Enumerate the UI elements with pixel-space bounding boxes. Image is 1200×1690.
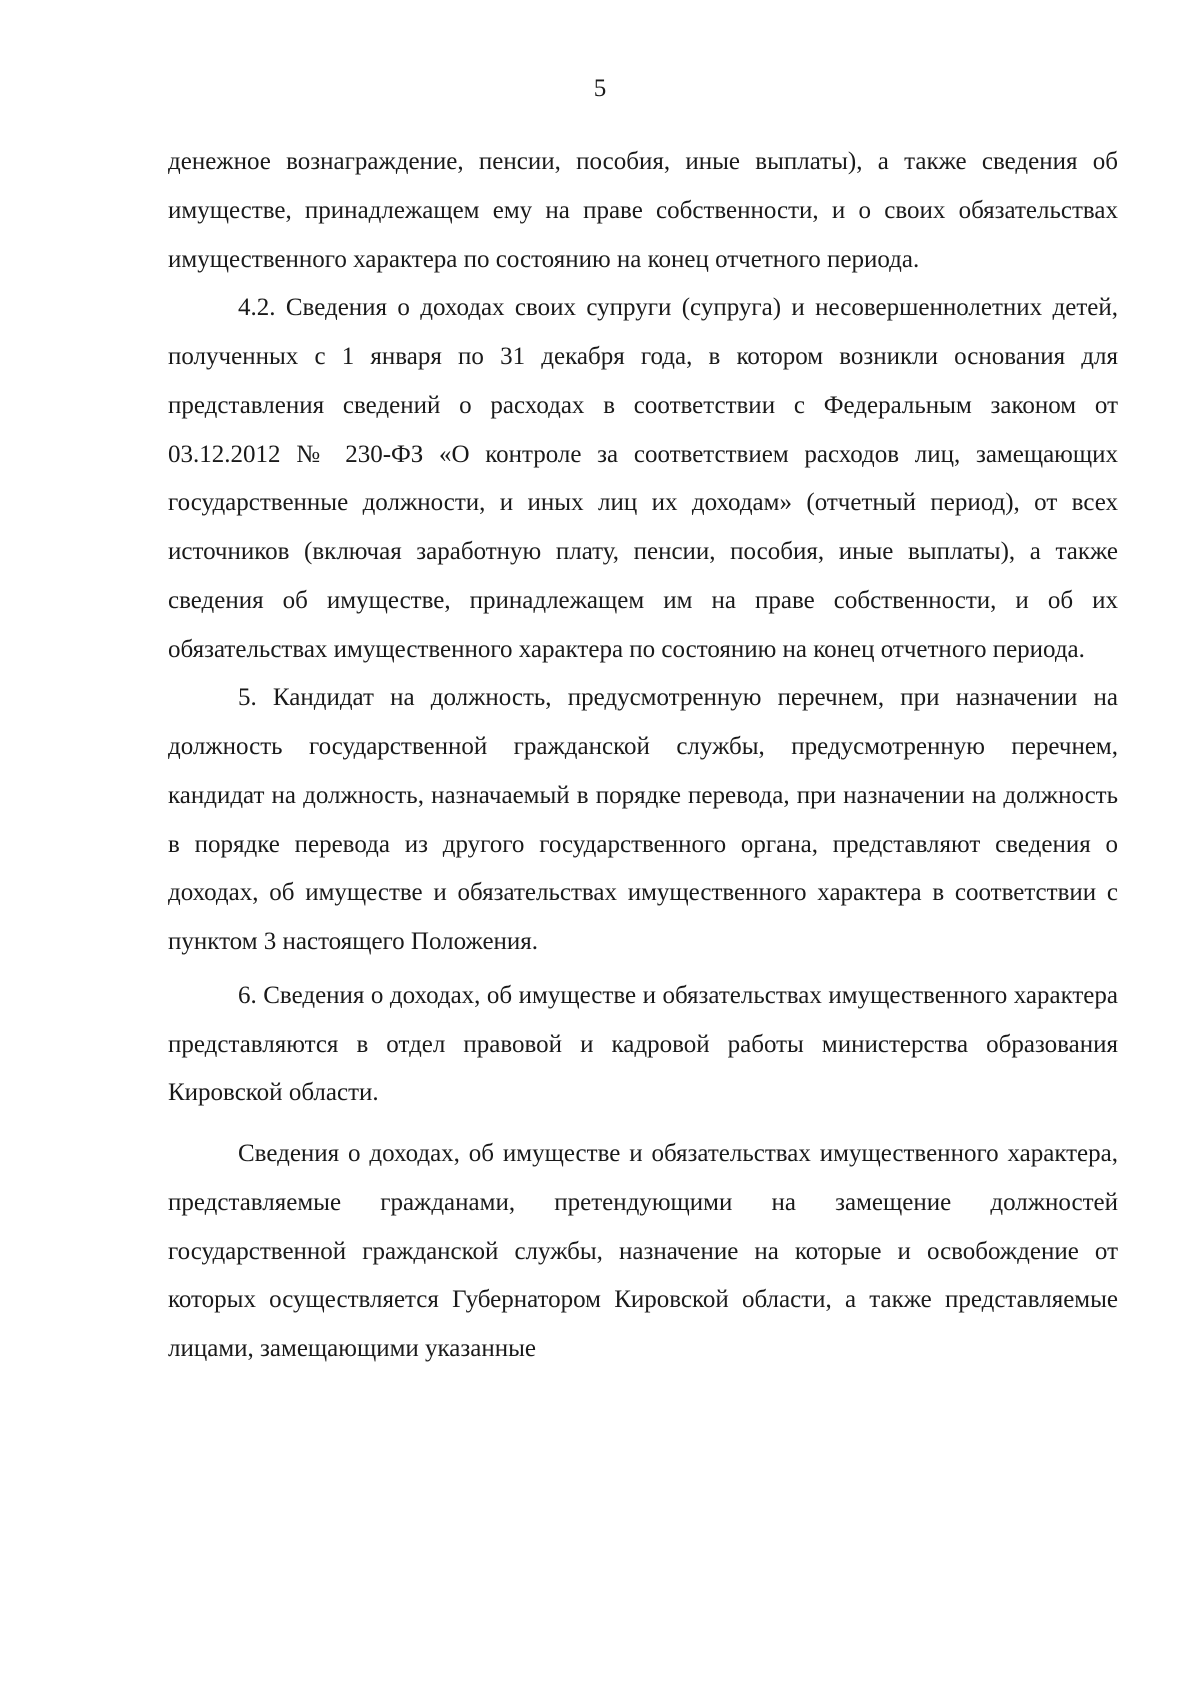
page-number: 5 bbox=[593, 75, 607, 102]
paragraph-clause-4-2: 4.2. Сведения о доходах своих супруги (супруга) и несовершеннолетних детей, полученных с 1 января по 31 декабря года, в котором возникли основания для представления сведений о расходах в соответствии с Федеральным законом от 03.12.2012 № 230-ФЗ «О контроле за соответствием расходов лиц, замещающих государственные должности, и иных лиц их доходам» (отчетный период), от всех источников (включая заработную плату, пенсии, пособия, иные выплаты), а также сведения об имуществе, принадлежащем им на праве собственности, и об их обязательствах имущественного характера по состоянию на конец отчетного периода. bbox=[168, 294, 1118, 663]
paragraph-clause-6: 6. Сведения о доходах, об имуществе и обязательствах имущественного характера представляются в отдел правовой и кадровой работы министерства образования Кировской области. bbox=[168, 981, 1118, 1107]
document-body bbox=[168, 138, 1118, 1374]
paragraph-clause-5: 5. Кандидат на должность, предусмотренную перечнем, при назначении на должность государственной гражданской службы, предусмотренную перечнем, кандидат на должность, назначаемый в порядке перевода, при назначении на должность в порядке перевода из другого государственного органа, представляют сведения о доходах, об имуществе и обязательствах имущественного характера в соответствии с пунктом 3 настоящего Положения. bbox=[168, 684, 1118, 955]
paragraph-clause-6-continued: Сведения о доходах, об имуществе и обязательствах имущественного характера, представляемые гражданами, претендующими на замещение должностей государственной гражданской службы, назначение на которые и освобождение от которых осуществляется Губернатором Кировской области, а также представляемые лицами, замещающими указанные bbox=[168, 1140, 1118, 1362]
paragraph-continuation: денежное вознаграждение, пенсии, пособия, иные выплаты), а также сведения об имуществе, принадлежащем ему на праве собственности, и о своих обязательствах имущественного характера по состоянию на конец отчетного периода. bbox=[168, 148, 1118, 273]
